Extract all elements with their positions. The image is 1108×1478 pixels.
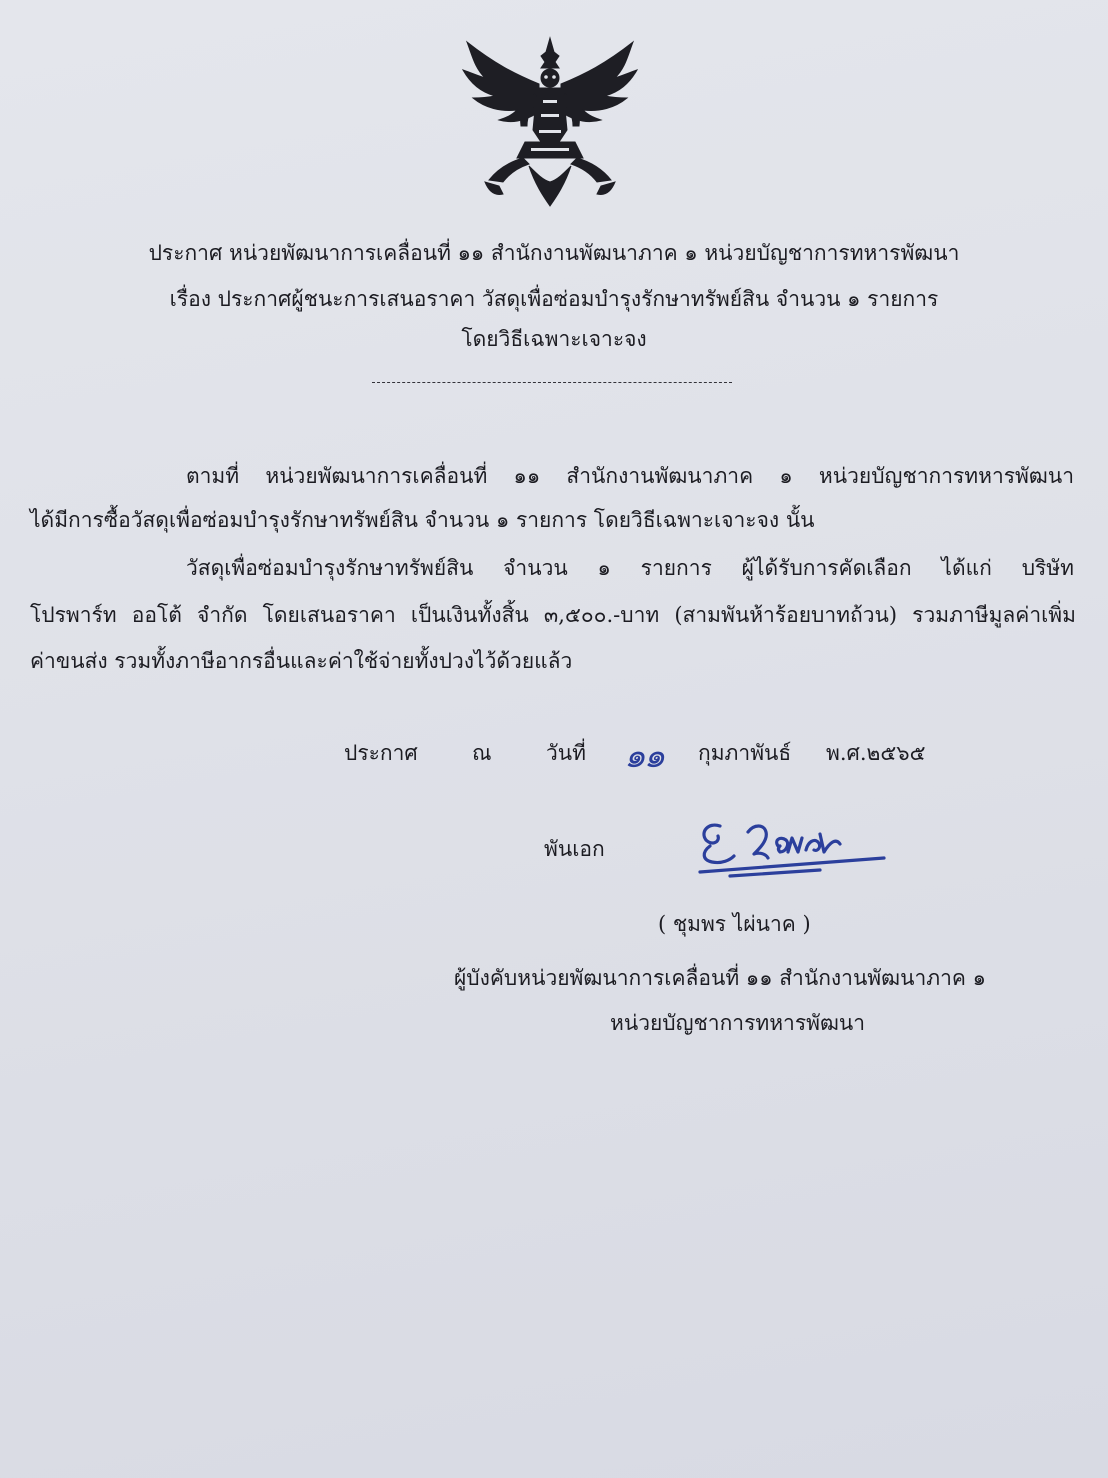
date-year: พ.ศ.๒๕๖๕ <box>826 741 926 765</box>
announcement-method: โดยวิธีเฉพาะเจาะจง <box>461 327 647 351</box>
signatory-name: ( ชุมพร ไผ่นาค ) <box>658 912 811 936</box>
signatory-position-line-2: หน่วยบัญชาการทหารพัฒนา <box>610 1011 866 1035</box>
paragraph-2-line-2: โปรพาร์ท ออโต้ จำกัด โดยเสนอราคา เป็นเงินทั้งสิ้น ๓,๕๐๐.-บาท (สามพันห้าร้อยบาทถ้วน) รวมภาษีมูลค่าเพิ่ม <box>30 603 1076 627</box>
header-divider <box>372 382 732 383</box>
handwritten-signature-icon <box>690 812 890 892</box>
date-announce-label: ประกาศ <box>344 741 418 765</box>
announcement-subject: เรื่อง ประกาศผู้ชนะการเสนอราคา วัสดุเพื่อซ่อมบำรุงรักษาทรัพย์สิน จำนวน ๑ รายการ <box>169 287 939 311</box>
announcement-title: ประกาศ หน่วยพัฒนาการเคลื่อนที่ ๑๑ สำนักงานพัฒนาภาค ๑ หน่วยบัญชาการทหารพัฒนา <box>148 241 960 265</box>
date-day-handwritten: ๑๑ <box>624 736 664 776</box>
paragraph-2-line-3: ค่าขนส่ง รวมทั้งภาษีอากรอื่นและค่าใช้จ่ายทั้งปวงไว้ด้วยแล้ว <box>30 649 573 673</box>
signatory-position-line-1: ผู้บังคับหน่วยพัฒนาการเคลื่อนที่ ๑๑ สำนักงานพัฒนาภาค ๑ <box>454 966 986 990</box>
date-day-label: วันที่ <box>546 741 586 765</box>
garuda-emblem-icon <box>455 34 645 210</box>
date-month: กุมภาพันธ์ <box>698 741 792 765</box>
paragraph-1-line-2: ได้มีการซื้อวัสดุเพื่อซ่อมบำรุงรักษาทรัพย์สิน จำนวน ๑ รายการ โดยวิธีเฉพาะเจาะจง นั้น <box>30 508 815 532</box>
paragraph-1-line-1: ตามที่ หน่วยพัฒนาการเคลื่อนที่ ๑๑ สำนักงานพัฒนาภาค ๑ หน่วยบัญชาการทหารพัฒนา <box>186 464 1074 488</box>
date-at-label: ณ <box>472 741 492 765</box>
signatory-rank: พันเอก <box>544 837 605 861</box>
paragraph-2-line-1: วัสดุเพื่อซ่อมบำรุงรักษาทรัพย์สิน จำนวน ๑ รายการ ผู้ได้รับการคัดเลือก ได้แก่ บริษัท <box>186 556 1074 580</box>
